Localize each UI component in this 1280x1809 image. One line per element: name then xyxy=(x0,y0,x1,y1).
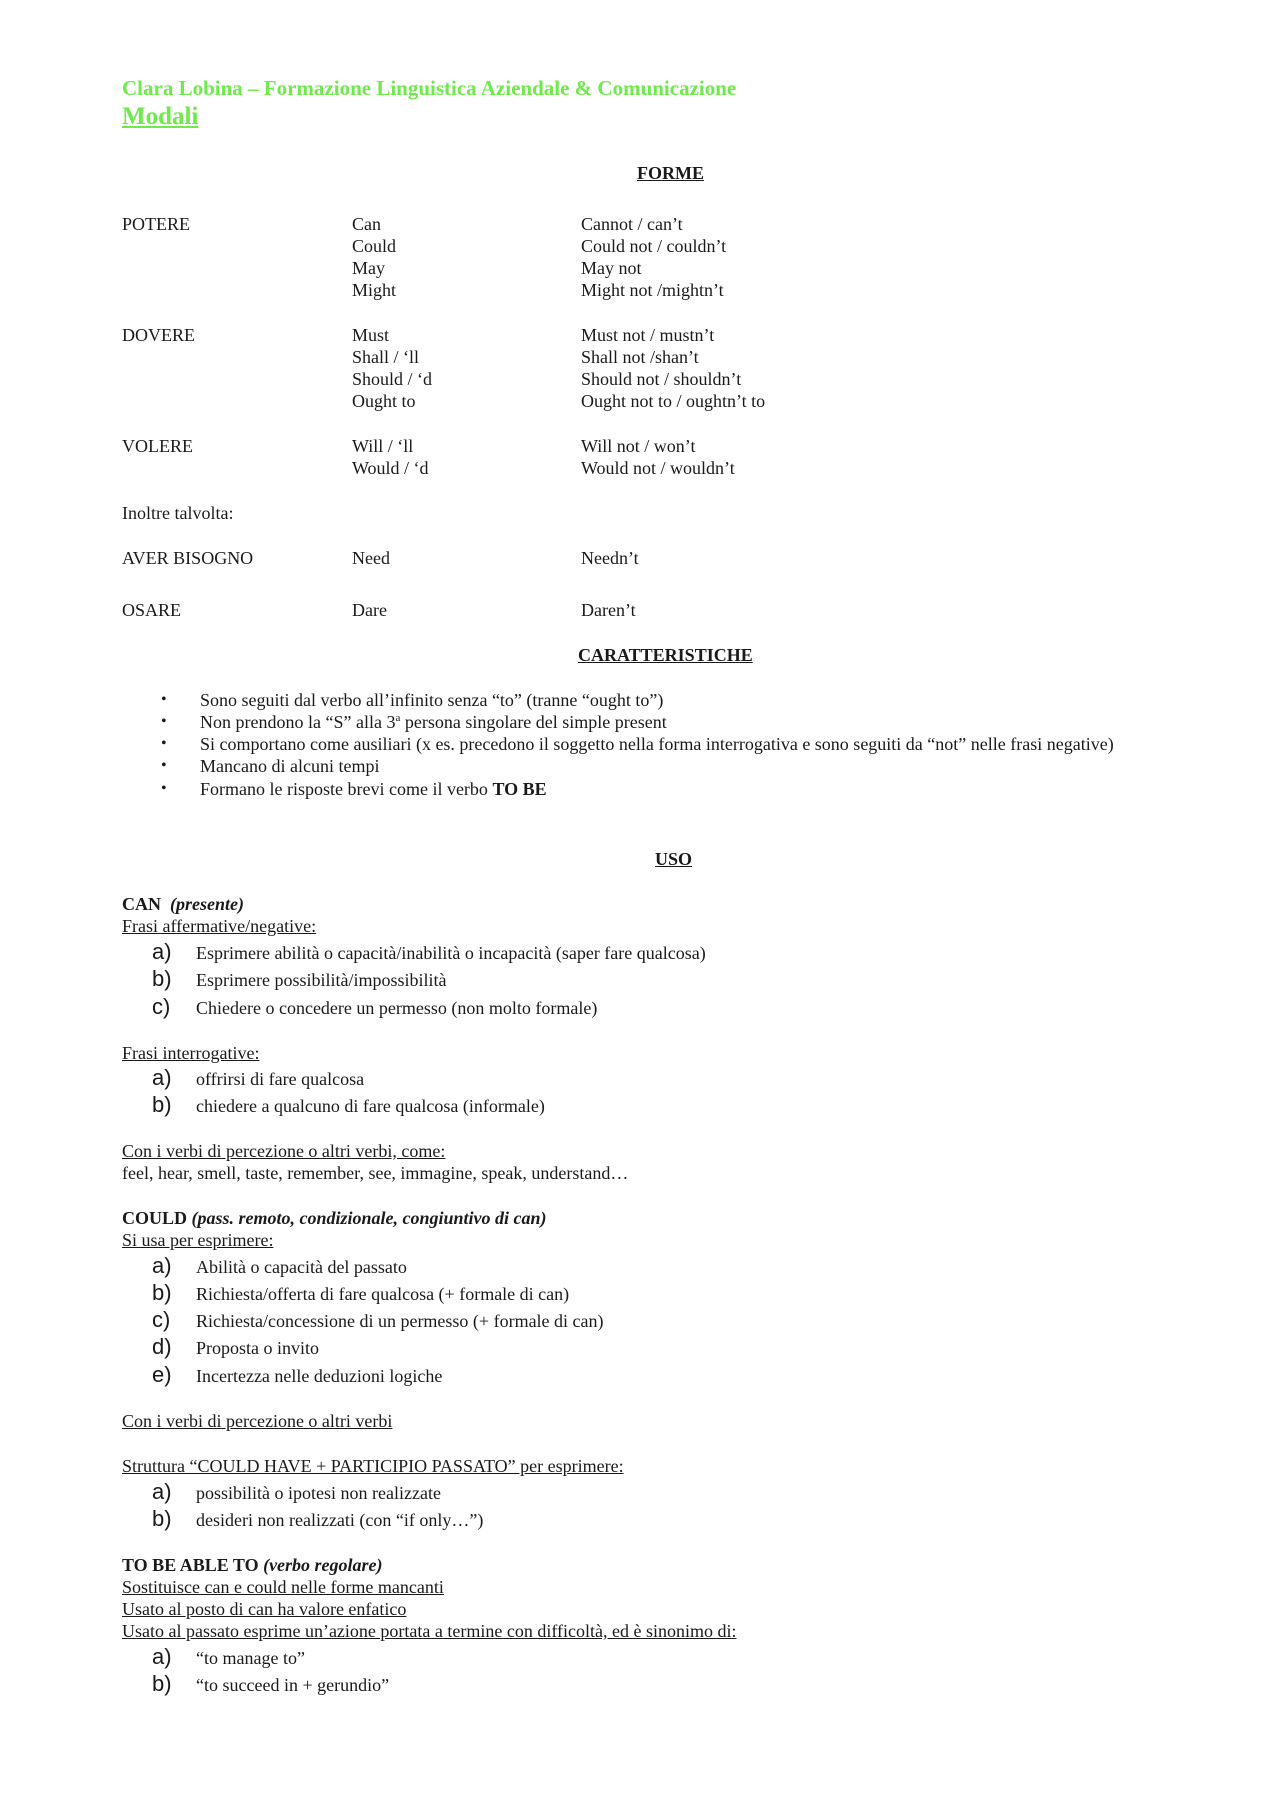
could-struct-label: Struttura “COULD HAVE + PARTICIPIO PASSATO” per esprimere: xyxy=(122,1456,624,1476)
section-heading-forme: FORME xyxy=(637,163,704,183)
list-letter: a) xyxy=(152,1253,172,1278)
able-title: TO BE ABLE TO xyxy=(122,1555,259,1575)
form-dare: Dare xyxy=(352,600,387,620)
document-header: Clara Lobina – Formazione Linguistica Aziendale & Comunicazione xyxy=(122,76,737,100)
list-letter: a) xyxy=(152,939,172,964)
able-line-3: Usato al passato esprime un’azione portata a termine con difficoltà, ed è sinonimo di: xyxy=(122,1621,737,1641)
negative-might: Might not /mightn’t xyxy=(581,280,724,300)
bullet-marker: • xyxy=(161,691,167,708)
able-title-line xyxy=(122,1554,383,1576)
can-title: CAN xyxy=(122,894,161,914)
inoltre-label: Inoltre talvolta: xyxy=(122,503,234,523)
can-aff-label: Frasi affermative/negative: xyxy=(122,916,317,936)
can-perc-label: Con i verbi di percezione o altri verbi, come: xyxy=(122,1141,446,1161)
form-can: Can xyxy=(352,214,381,234)
able-line-1: Sostituisce can e could nelle forme mancanti xyxy=(122,1577,444,1597)
list-item: desideri non realizzati (con “if only…”) xyxy=(196,1510,484,1530)
negative-may: May not xyxy=(581,258,642,278)
bullet-marker: • xyxy=(161,713,167,730)
able-subtitle: (verbo regolare) xyxy=(263,1555,383,1575)
negative-will: Will not / won’t xyxy=(581,436,696,456)
list-item-text: Formano le risposte brevi come il verbo xyxy=(200,779,493,799)
negative-must: Must not / mustn’t xyxy=(581,325,715,345)
list-letter: c) xyxy=(152,994,171,1019)
form-shall: Shall / ‘ll xyxy=(352,347,419,367)
list-item: offrirsi di fare qualcosa xyxy=(196,1069,365,1089)
group-label-osare: OSARE xyxy=(122,600,182,620)
bullet-marker: • xyxy=(161,780,167,797)
can-perc-text: feel, hear, smell, taste, remember, see, immagine, speak, understand… xyxy=(122,1163,629,1183)
could-title-line xyxy=(122,1207,547,1229)
section-heading-caratteristiche: CARATTERISTICHE xyxy=(578,645,753,665)
form-will: Will / ‘ll xyxy=(352,436,414,456)
could-use-label: Si usa per esprimere: xyxy=(122,1230,274,1250)
list-letter: a) xyxy=(152,1644,172,1669)
group-label-dovere: DOVERE xyxy=(122,325,195,345)
list-item xyxy=(200,778,547,800)
superscript: a xyxy=(395,712,401,724)
list-item: Si comportano come ausiliari (x es. precedono il soggetto nella forma interrogativa e sono seguiti da “not” nelle frasi negative) xyxy=(200,734,1114,754)
list-letter: b) xyxy=(152,1671,172,1696)
list-item: “to manage to” xyxy=(196,1648,305,1668)
can-subtitle: (presente) xyxy=(170,894,244,914)
bullet-marker: • xyxy=(161,757,167,774)
list-item: “to succeed in + gerundio” xyxy=(196,1675,390,1695)
list-item: Sono seguiti dal verbo all’infinito senza “to” (tranne “ought to”) xyxy=(200,690,664,710)
can-title-line xyxy=(122,893,244,915)
negative-can: Cannot / can’t xyxy=(581,214,683,234)
list-letter: b) xyxy=(152,1280,172,1305)
group-label-potere: POTERE xyxy=(122,214,191,234)
list-item: Incertezza nelle deduzioni logiche xyxy=(196,1366,443,1386)
list-letter: d) xyxy=(152,1334,172,1359)
could-subtitle: (pass. remoto, condizionale, congiuntivo di can) xyxy=(191,1208,547,1228)
list-item: Proposta o invito xyxy=(196,1338,320,1358)
list-letter: b) xyxy=(152,1092,172,1117)
list-item-text: persona singolare del simple present xyxy=(400,712,667,732)
list-item: possibilità o ipotesi non realizzate xyxy=(196,1483,441,1503)
list-item: Richiesta/offerta di fare qualcosa (+ formale di can) xyxy=(196,1284,570,1304)
could-perc-label: Con i verbi di percezione o altri verbi xyxy=(122,1411,393,1431)
form-must: Must xyxy=(352,325,390,345)
list-letter: e) xyxy=(152,1362,172,1387)
form-ought-to: Ought to xyxy=(352,391,416,411)
group-label-aver-bisogno: AVER BISOGNO xyxy=(122,548,254,568)
negative-could: Could not / couldn’t xyxy=(581,236,727,256)
form-may: May xyxy=(352,258,385,278)
can-int-label: Frasi interrogative: xyxy=(122,1043,260,1063)
bullet-marker: • xyxy=(161,735,167,752)
list-item: Richiesta/concessione di un permesso (+ formale di can) xyxy=(196,1311,604,1331)
list-item xyxy=(200,711,667,733)
negative-shall: Shall not /shan’t xyxy=(581,347,699,367)
negative-should: Should not / shouldn’t xyxy=(581,369,742,389)
negative-would: Would not / wouldn’t xyxy=(581,458,735,478)
list-item-text: Non prendono la “S” alla 3 xyxy=(200,712,396,732)
form-need: Need xyxy=(352,548,390,568)
list-letter: c) xyxy=(152,1307,171,1332)
able-line-2: Usato al posto di can ha valore enfatico xyxy=(122,1599,407,1619)
list-item: Chiedere o concedere un permesso (non molto formale) xyxy=(196,998,598,1018)
list-letter: a) xyxy=(152,1065,172,1090)
list-item-bold: TO BE xyxy=(492,779,547,799)
form-should: Should / ‘d xyxy=(352,369,433,389)
negative-ought-to: Ought not to / oughtn’t to xyxy=(581,391,766,411)
negative-need: Needn’t xyxy=(581,548,639,568)
form-might: Might xyxy=(352,280,397,300)
list-letter: b) xyxy=(152,1506,172,1531)
list-letter: b) xyxy=(152,966,172,991)
form-could: Could xyxy=(352,236,397,256)
list-letter: a) xyxy=(152,1479,172,1504)
could-title: COULD xyxy=(122,1208,188,1228)
list-item: Abilità o capacità del passato xyxy=(196,1257,407,1277)
form-would: Would / ‘d xyxy=(352,458,429,478)
section-heading-uso: USO xyxy=(655,849,693,869)
document-title: Modali xyxy=(122,103,199,130)
list-item: chiedere a qualcuno di fare qualcosa (informale) xyxy=(196,1096,545,1116)
list-item: Mancano di alcuni tempi xyxy=(200,756,380,776)
list-item: Esprimere possibilità/impossibilità xyxy=(196,970,447,990)
negative-dare: Daren’t xyxy=(581,600,636,620)
group-label-volere: VOLERE xyxy=(122,436,193,456)
list-item: Esprimere abilità o capacità/inabilità o incapacità (saper fare qualcosa) xyxy=(196,943,706,963)
